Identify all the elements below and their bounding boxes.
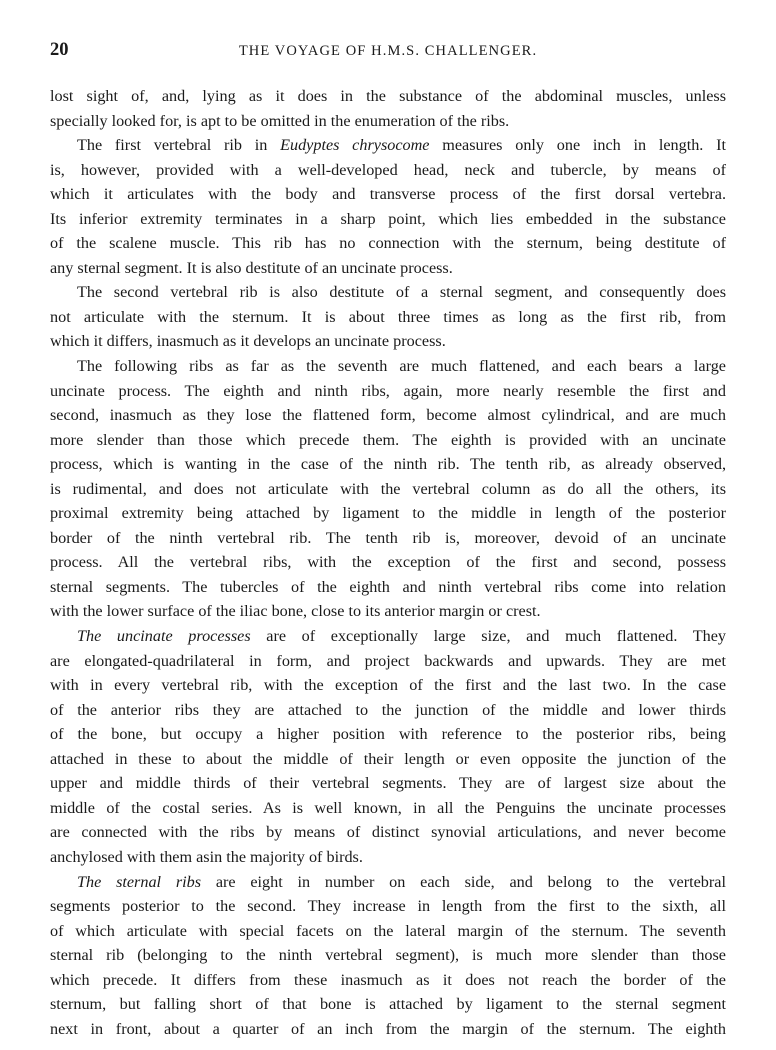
text-run: are elongated-quadrilateral in form, and project backwards and upwards. They are met [50,651,726,670]
text-run: of the scalene muscle. This rib has no connection with the sternum, being destitute of [50,234,726,253]
text-run: The first vertebral rib in [77,136,281,155]
text-run: is rudimental, and does not articulate with the vertebral column as do all the others, its [50,479,726,498]
text-run: any sternal segment. It is also destitute of an uncinate process. [50,258,453,277]
text-run: process, which is wanting in the case of the ninth rib. The tenth rib, as already observed, [50,455,726,474]
text-run: more slender than those which precede them. The eighth is provided with an uncinate [50,430,726,449]
text-run: attached in these to about the middle of their length or even opposite the junction of the [50,749,726,768]
running-title: THE VOYAGE OF H.M.S. CHALLENGER. [238,43,538,59]
text-line [50,379,726,404]
text-line [50,722,726,747]
text-run: second, inasmuch as they lose the flattened form, become almost cylindrical, and are much [50,406,726,425]
paragraph [50,354,726,624]
text-run: are of exceptionally large size, and much flattened. They [250,627,726,646]
text-line [50,158,726,183]
text-line [50,771,726,796]
text-line [50,649,726,674]
text-line [50,84,726,109]
italic-term: Eudyptes chrysocome [280,136,430,155]
text-line [50,403,726,428]
italic-term: The uncinate processes [77,627,251,646]
text-run: sternal rib (belonging to the ninth vertebral segment), is much more slender than those [50,946,726,965]
text-line [50,968,726,993]
text-run: anchylosed with them asin the majority of birds. [50,847,363,866]
text-run: which it differs, inasmuch as it develops an uncinate process. [50,332,446,351]
text-line [50,452,726,477]
text-line [50,698,726,723]
text-line [50,207,726,232]
text-run: is, however, provided with a well-developed head, neck and tubercle, by means of [50,160,726,179]
text-run: measures only one inch in length. It [429,136,726,155]
text-run: uncinate process. The eighth and ninth ribs, again, more nearly resemble the first and [50,381,726,400]
text-run: with in every vertebral rib, with the exception of the first and the last two. In the case [50,676,726,695]
text-run: which precede. It differs from these inasmuch as it does not reach the border of the [50,970,726,989]
text-line [50,109,726,134]
text-line [50,1017,726,1042]
text-line [50,133,726,158]
text-line [50,354,726,379]
paragraph [50,133,726,280]
text-run: Its inferior extremity terminates in a sharp point, which lies embedded in the substance [50,209,726,228]
text-run: not articulate with the sternum. It is about three times as long as the first rib, from [50,307,726,326]
text-line [50,550,726,575]
text-run: upper and middle thirds of their vertebral segments. They are of largest size about the [50,774,726,793]
text-line [50,943,726,968]
text-run: specially looked for, is apt to be omitted in the enumeration of the ribs. [50,111,510,130]
text-run: lost sight of, and, lying as it does in the substance of the abdominal muscles, unless [50,87,726,105]
text-run: segments posterior to the second. They increase in length from the first to the sixth, all [50,897,726,916]
text-run: are connected with the ribs by means of distinct synovial articulations, and never become [50,823,726,842]
paragraph [50,280,726,354]
text-line [50,231,726,256]
text-line [50,894,726,919]
italic-term: The sternal ribs [77,872,202,891]
text-run: The following ribs as far as the seventh are much flattened, and each bears a large [77,357,726,376]
text-line [50,870,726,895]
text-line [50,526,726,551]
text-run: which it articulates with the body and transverse process of the first dorsal vertebra. [50,185,726,204]
text-line [50,820,726,845]
text-line [50,599,726,624]
text-run: sternum, but falling short of that bone is attached by ligament to the sternal segment [50,995,726,1014]
text-run: middle of the costal series. As is well known, in all the Penguins the uncinate processes [50,798,726,817]
text-line [50,673,726,698]
text-line [50,477,726,502]
text-run: of the anterior ribs they are attached to the junction of the middle and lower thirds [50,700,726,719]
text-run: process. All the vertebral ribs, with the exception of the first and second, possess [50,553,726,572]
page-number: 20 [50,40,69,60]
text-run: proximal extremity being attached by ligament to the middle in length of the posterior [50,504,726,523]
paragraph [50,84,726,133]
text-run: border of the ninth vertebral rib. The tenth rib is, moreover, devoid of an uncinate [50,528,726,547]
text-run: of which articulate with special facets on the lateral margin of the sternum. The seventh [50,921,726,940]
text-run: The second vertebral rib is also destitute of a sternal segment, and consequently does [77,283,726,302]
text-line [50,747,726,772]
text-line [50,796,726,821]
text-line [50,428,726,453]
page-header [50,40,726,64]
text-line [50,845,726,870]
text-run: are eight in number on each side, and belong to the vertebral [201,872,726,891]
text-line [50,256,726,281]
paragraph [50,624,726,869]
text-run: next in front, about a quarter of an inch from the margin of the sternum. The eighth [50,1019,726,1038]
text-line [50,305,726,330]
body-text [50,84,726,1041]
paragraph [50,870,726,1042]
text-line [50,329,726,354]
text-line [50,624,726,649]
text-line [50,575,726,600]
text-run: sternal segments. The tubercles of the eighth and ninth vertebral ribs come into relation [50,577,726,596]
text-line [50,992,726,1017]
text-line [50,182,726,207]
text-line [50,501,726,526]
text-line [50,919,726,944]
text-run: of the bone, but occupy a higher position with reference to the posterior ribs, being [50,725,726,744]
text-run: with the lower surface of the iliac bone, close to its anterior margin or crest. [50,602,541,621]
text-line [50,280,726,305]
